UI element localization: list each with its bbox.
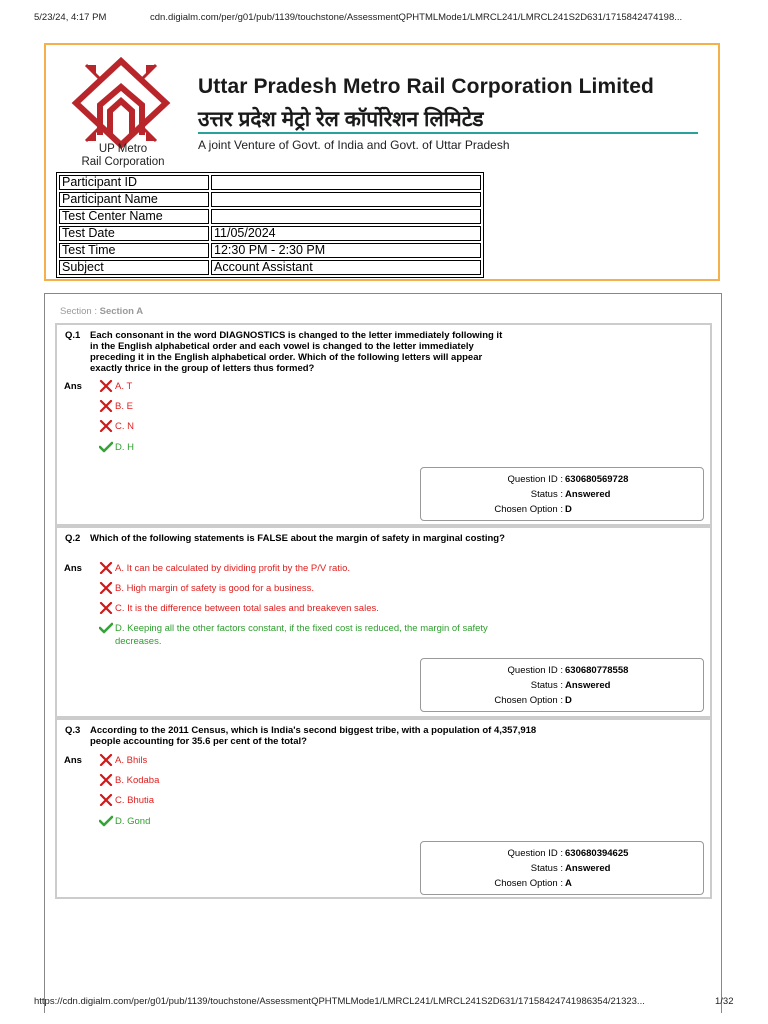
status-label: Status :	[530, 489, 563, 500]
chosen-option-value: D	[565, 504, 572, 515]
question-text: According to the 2011 Census, which is India's second biggest tribe, with a population of 4,357,918 people accounting for 35.6 per cent of the total?	[90, 725, 537, 747]
question-card-q1	[55, 323, 712, 526]
option-text: A. T	[115, 381, 133, 392]
info-row	[59, 209, 481, 224]
info-label: Test Date	[59, 226, 209, 241]
option-text: C. It is the difference between total sales and breakeven sales.	[115, 603, 379, 614]
chosen-option-row	[421, 504, 705, 516]
info-label: Test Center Name	[59, 209, 209, 224]
organisation-header	[44, 43, 720, 281]
status-row	[421, 680, 705, 692]
option-d	[99, 441, 134, 454]
option-b	[99, 400, 133, 413]
question-meta-box	[420, 467, 704, 521]
info-value	[211, 175, 481, 190]
option-a	[99, 380, 132, 393]
wrong-cross-icon	[99, 774, 113, 786]
question-id-row	[421, 848, 705, 860]
chosen-option-label: Chosen Option :	[494, 504, 563, 515]
info-label: Participant Name	[59, 192, 209, 207]
wrong-cross-icon	[99, 754, 113, 766]
question-card-q3	[55, 718, 712, 899]
question-id-value: 630680394625	[565, 848, 629, 859]
wrong-cross-icon	[99, 562, 113, 574]
status-label: Status :	[530, 680, 563, 691]
question-id-label: Question ID :	[507, 665, 563, 676]
status-value: Answered	[565, 680, 611, 691]
option-text: D. H	[115, 442, 134, 453]
option-text: A. It can be calculated by dividing profit by the P/V ratio.	[115, 563, 350, 574]
info-value: 12:30 PM - 2:30 PM	[211, 243, 481, 258]
page-number: 1/32	[715, 996, 734, 1007]
option-c	[99, 602, 379, 615]
question-id-label: Question ID :	[507, 848, 563, 859]
option-text: C. Bhutia	[115, 795, 155, 806]
option-a	[99, 754, 147, 767]
wrong-cross-icon	[99, 602, 113, 614]
answer-label: Ans	[64, 563, 82, 574]
print-footer-url: https://cdn.digialm.com/per/g01/pub/1139/touchstone/AssessmentQPHTMLMode1/LMRCL241/LMRCL241S2D631/17158424741986354/21323...	[34, 996, 645, 1007]
question-id-row	[421, 474, 705, 486]
print-page-url: cdn.digialm.com/per/g01/pub/1139/touchstone/AssessmentQPHTMLMode1/LMRCL241/LMRCL241S2D631/1715842474198...	[150, 12, 683, 23]
question-text: Each consonant in the word DIAGNOSTICS is changed to the letter immediately following it in the English alphabetical order and each vowel is changed to the letter immediately preceding it in the English alphabetical order. Which of the following letters will appear exactly thrice in the group of letters thus formed?	[90, 330, 503, 374]
info-value: Account Assistant	[211, 260, 481, 275]
info-row	[59, 175, 481, 190]
wrong-cross-icon	[99, 794, 113, 806]
info-row	[59, 192, 481, 207]
option-text: C. N	[115, 421, 134, 432]
question-id-value: 630680569728	[565, 474, 629, 485]
option-c	[99, 794, 154, 807]
option-b	[99, 774, 159, 787]
info-value: 11/05/2024	[211, 226, 481, 241]
info-row	[59, 243, 481, 258]
print-date: 5/23/24, 4:17 PM	[34, 12, 107, 23]
info-label: Subject	[59, 260, 209, 275]
logo-caption: UP Metro Rail Corporation	[81, 143, 165, 168]
section-label: Section : Section A	[60, 306, 144, 317]
print-footer	[0, 994, 768, 1014]
info-row	[59, 226, 481, 241]
option-text: B. High margin of safety is good for a business.	[115, 583, 315, 594]
organisation-name-hindi: उत्तर प्रदेश मेट्रो रेल कॉर्पोरेशन लिमिटेड	[198, 108, 484, 131]
option-d	[99, 815, 150, 828]
header-divider	[198, 132, 698, 134]
status-value: Answered	[565, 863, 611, 874]
question-id-row	[421, 665, 705, 677]
correct-tick-icon	[99, 622, 113, 634]
option-b	[99, 582, 314, 595]
answer-label: Ans	[64, 755, 82, 766]
option-a	[99, 562, 350, 575]
info-label: Test Time	[59, 243, 209, 258]
option-text: A. Bhils	[115, 755, 148, 766]
option-text: B. Kodaba	[115, 775, 160, 786]
question-id-label: Question ID :	[507, 474, 563, 485]
chosen-option-label: Chosen Option :	[494, 695, 563, 706]
option-text: D. Keeping all the other factors constant, if the fixed cost is reduced, the margin of safety decreases.	[115, 623, 488, 647]
question-text: Which of the following statements is FALSE about the margin of safety in marginal costing?	[90, 533, 505, 544]
option-c	[99, 420, 134, 433]
chosen-option-label: Chosen Option :	[494, 878, 563, 889]
status-label: Status :	[530, 863, 563, 874]
wrong-cross-icon	[99, 582, 113, 594]
question-id-value: 630680778558	[565, 665, 629, 676]
info-value	[211, 209, 481, 224]
chosen-option-row	[421, 878, 705, 890]
info-row	[59, 260, 481, 275]
correct-tick-icon	[99, 815, 113, 827]
question-number: Q.2	[65, 533, 81, 544]
option-text: D. Gond	[115, 816, 151, 827]
print-header	[0, 0, 768, 28]
info-value	[211, 192, 481, 207]
chosen-option-row	[421, 695, 705, 707]
status-value: Answered	[565, 489, 611, 500]
participant-info-table	[56, 172, 484, 278]
info-label: Participant ID	[59, 175, 209, 190]
status-row	[421, 863, 705, 875]
status-row	[421, 489, 705, 501]
wrong-cross-icon	[99, 380, 113, 392]
wrong-cross-icon	[99, 400, 113, 412]
correct-tick-icon	[99, 441, 113, 453]
chosen-option-value: A	[565, 878, 572, 889]
answer-label: Ans	[64, 381, 82, 392]
question-meta-box	[420, 841, 704, 895]
wrong-cross-icon	[99, 420, 113, 432]
option-d	[99, 622, 519, 648]
organisation-name-english: Uttar Pradesh Metro Rail Corporation Limited	[198, 75, 654, 98]
question-card-q2	[55, 526, 712, 718]
question-meta-box	[420, 658, 704, 712]
chosen-option-value: D	[565, 695, 572, 706]
option-text: B. E	[115, 401, 133, 412]
question-number: Q.1	[65, 330, 81, 341]
organisation-tagline: A joint Venture of Govt. of India and Govt. of Uttar Pradesh	[198, 138, 510, 152]
question-number: Q.3	[65, 725, 81, 736]
